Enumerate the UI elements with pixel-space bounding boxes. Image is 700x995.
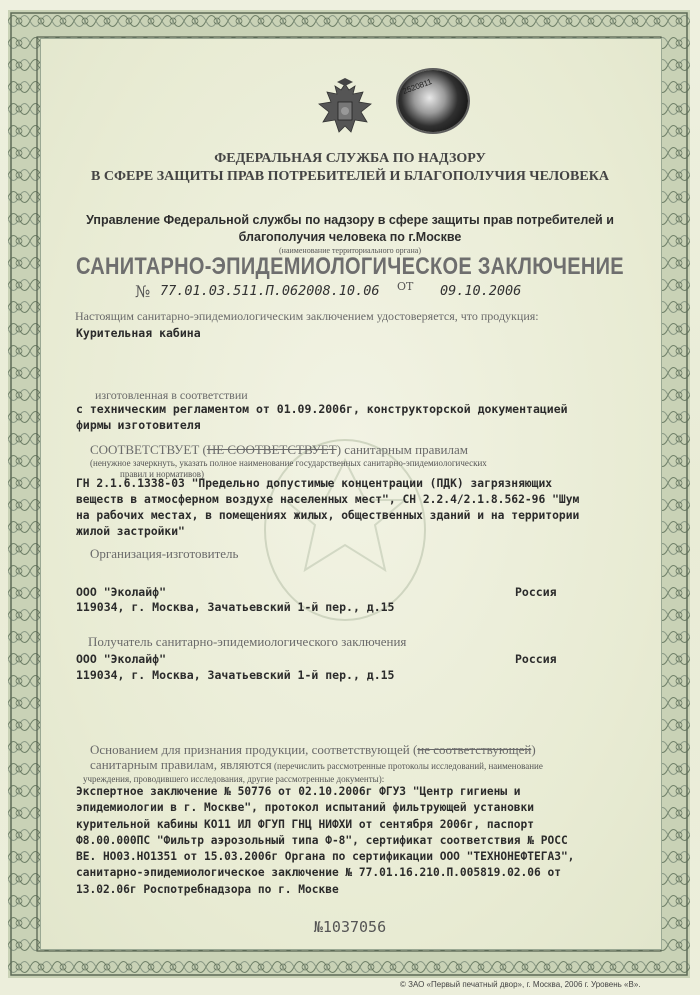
sanitary-rules xyxy=(76,476,579,540)
rules-line: ГН 2.1.6.1338-03 "Предельно допустимые концентрации (ПДК) загрязняющих xyxy=(76,477,553,490)
rules-line: веществ в атмосферном воздухе населенных мест", СН 2.2.4/2.1.8.562-96 "Шум xyxy=(76,493,580,506)
manufacturer-label: Организация-изготовитель xyxy=(90,546,239,561)
basis-struck-text: не соответствующей xyxy=(417,742,532,757)
agency-name xyxy=(0,150,700,186)
office-line-2: благополучия человека по г.Москве xyxy=(238,230,462,244)
compliance-statement xyxy=(90,442,468,458)
conclusion-number: 77.01.03.511.П.062008.10.06 xyxy=(160,283,380,299)
manufactured-label: изготовленная в соответствии xyxy=(95,388,248,402)
agency-line-1: ФЕДЕРАЛЬНАЯ СЛУЖБА ПО НАДЗОРУ xyxy=(214,151,486,166)
basis-doc-line: санитарно-эпидемиологическое заключение № 77.01.16.210.П.005819.02.06 от xyxy=(76,866,561,880)
basis-doc-line: эпидемиологии в г. Москве", протокол испытаний фильтрующей установки xyxy=(76,801,535,815)
basis-doc-line: Экспертное заключение № 50776 от 02.10.2006г ФГУЗ "Центр гигиены и xyxy=(76,785,521,798)
manufactured-line-2: фирмы изготовителя xyxy=(76,418,201,432)
compliance-note-2: правил и нормативов) xyxy=(120,469,204,479)
recipient-address: 119034, г. Москва, Зачатьевский 1-й пер., д.15 xyxy=(76,668,395,682)
conclusion-date: 09.10.2006 xyxy=(440,283,522,299)
basis-text: Основанием для признания продукции, соответствующей ( xyxy=(90,742,418,757)
basis-doc-line: 13.02.06г Роспотребнадзора по г. Москве xyxy=(76,882,339,896)
basis-line-1 xyxy=(90,742,536,758)
date-label: ОТ xyxy=(397,280,414,293)
product-name: Курительная кабина xyxy=(76,326,201,340)
rules-line: на рабочих местах, в помещениях жилых, общественных зданий и на территории xyxy=(76,509,580,522)
basis-line-3: учреждения, проводившего исследования, другие рассмотренные документы): xyxy=(83,774,385,784)
manufactured-line-1: с техническим регламентом от 01.09.2006г, конструкторской документацией xyxy=(76,402,568,416)
document-title: САНИТАРНО-ЭПИДЕМИОЛОГИЧЕСКОЕ ЗАКЛЮЧЕНИЕ xyxy=(76,253,624,281)
manufacturer-country: Россия xyxy=(515,585,557,599)
agency-line-2: В СФЕРЕ ЗАЩИТЫ ПРАВ ПОТРЕБИТЕЛЕЙ И БЛАГОПОЛУЧИЯ ЧЕЛОВЕКА xyxy=(91,169,609,184)
recipient-country: Россия xyxy=(515,652,557,666)
not-conforms-text: НЕ СООТВЕТСТВУЕТ xyxy=(206,442,337,457)
basis-documents xyxy=(76,784,574,898)
compliance-rest: ) санитарным правилам xyxy=(336,442,468,457)
basis-doc-line: ВЕ. НО03.НО1351 от 15.03.2006г Органа по сертификации ООО "ТЕХНОНЕФТЕГАЗ", xyxy=(76,850,575,864)
basis-paren: ) xyxy=(531,742,536,757)
office-line-1: Управление Федеральной службы по надзору в сфере защиты прав потребителей и xyxy=(86,213,614,227)
conforms-text: СООТВЕТСТВУЕТ ( xyxy=(90,442,207,457)
rules-line: жилой застройки" xyxy=(76,525,185,538)
hologram-seal-icon xyxy=(398,70,468,132)
basis-line-2 xyxy=(90,757,543,773)
basis-doc-line: курительной кабины КО11 ИЛ ФГУП ГНЦ НИФХИ от сентября 2006г, паспорт xyxy=(76,817,535,831)
basis-doc-line: Ф8.00.000ПС "Фильтр аэрозольный типа Ф-8", сертификат соответствия № РОСС xyxy=(76,833,568,847)
office-caption: (наименование территориального органа) xyxy=(279,246,421,255)
recipient-name: ООО "Эколайф" xyxy=(76,652,167,666)
manufacturer-name: ООО "Эколайф" xyxy=(76,585,167,599)
basis-rules-text: санитарным правилам, являются xyxy=(90,757,272,772)
printer-footer: © ЗАО «Первый печатный двор», г. Москва, 2006 г. Уровень «В». xyxy=(400,980,641,989)
hologram-number: 2520811 xyxy=(401,77,434,96)
number-label: № xyxy=(135,282,151,301)
manufacturer-address: 119034, г. Москва, Зачатьевский 1-й пер., д.15 xyxy=(76,600,395,614)
basis-note: (перечислить рассмотренные протоколы исследований, наименование xyxy=(271,761,543,771)
product-intro: Настоящим санитарно-эпидемиологическим заключением удостоверяется, что продукция: xyxy=(75,309,539,323)
compliance-note-1: (ненужное зачеркнуть, указать полное наименование государственных санитарно-эпидемиологических xyxy=(90,458,487,468)
recipient-label: Получатель санитарно-эпидемиологического заключения xyxy=(88,634,407,649)
coat-of-arms-icon xyxy=(315,78,375,142)
territorial-office xyxy=(50,212,650,246)
serial-number: №1037056 xyxy=(313,918,387,936)
